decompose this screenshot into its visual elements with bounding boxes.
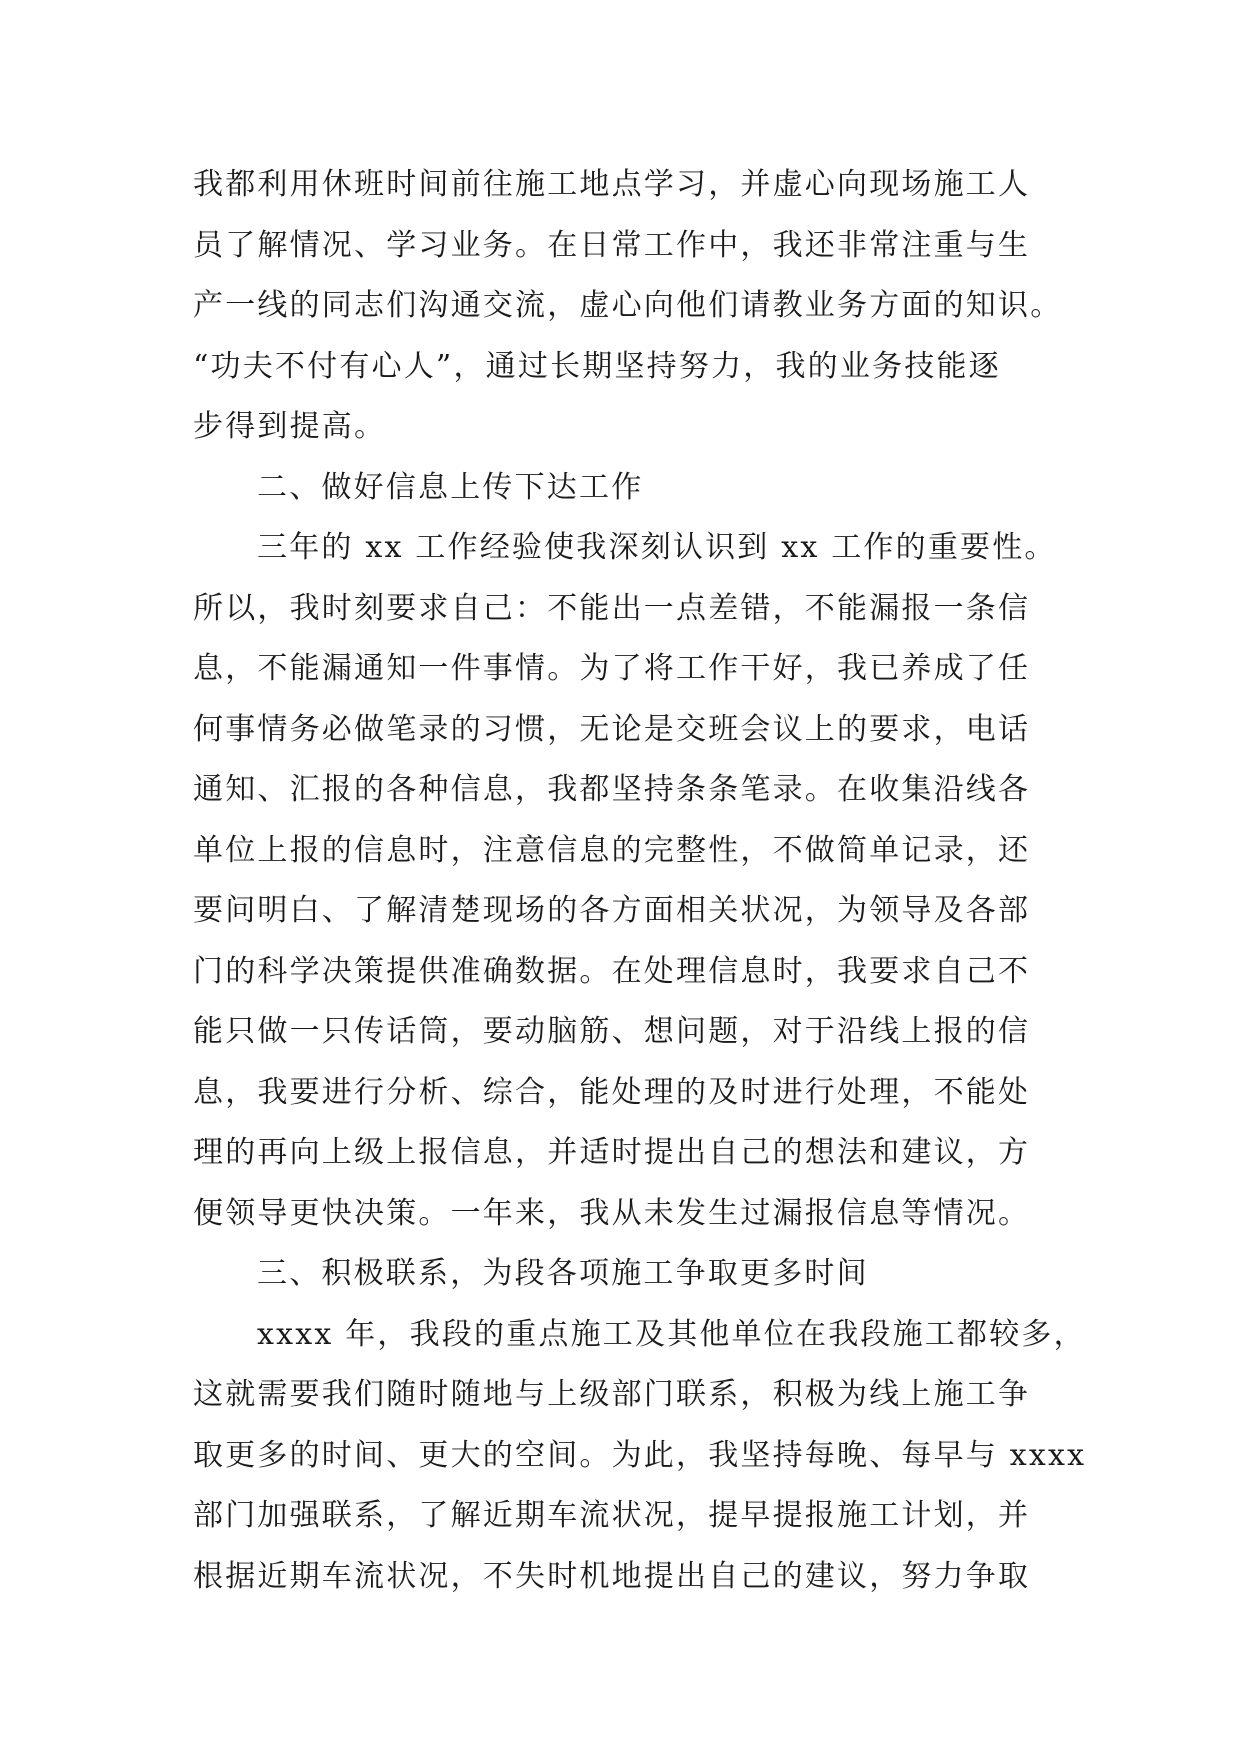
section-heading-2: 二、做好信息上传下达工作	[257, 469, 644, 505]
paragraph-line: 部门加强联系，了解近期车流状况，提早提报施工计划，并	[193, 1498, 1031, 1533]
paragraph-line: 步得到提高。	[193, 409, 387, 444]
paragraph-line: 理的再向上级上报信息，并适时提出自己的想法和建议，方	[193, 1135, 1031, 1170]
paragraph-line: 这就需要我们随时随地与上级部门联系，积极为线上施工争	[193, 1377, 1031, 1412]
paragraph-line: 取更多的时间、更大的空间。为此，我坚持每晚、每早与 xxxx	[193, 1437, 1087, 1473]
paragraph-line: 息，我要进行分析、综合，能处理的及时进行处理，不能处	[193, 1074, 1031, 1110]
paragraph-line: 息，不能漏通知一件事情。为了将工作干好，我已养成了任	[193, 651, 1031, 686]
paragraph-line: “功夫不付有心人”，通过长期坚持努力，我的业务技能逐	[193, 348, 1001, 384]
paragraph-line: 能只做一只传话筒，要动脑筋、想问题，对于沿线上报的信	[193, 1014, 1031, 1049]
paragraph-line: 便领导更快决策。一年来，我从未发生过漏报信息等情况。	[193, 1195, 1031, 1231]
paragraph-line: xxxx 年，我段的重点施工及其他单位在我段施工都较多，	[257, 1316, 1086, 1352]
paragraph-line: 门的科学决策提供准确数据。在处理信息时，我要求自己不	[193, 953, 1031, 989]
paragraph-line: 根据近期车流状况，不失时机地提出自己的建议，努力争取	[193, 1558, 1031, 1594]
paragraph-line: 产一线的同志们沟通交流，虚心向他们请教业务方面的知识。	[193, 288, 1063, 323]
paragraph-line: 何事情务必做笔录的习惯，无论是交班会议上的要求，电话	[193, 711, 1031, 747]
paragraph-line: 员了解情况、学习业务。在日常工作中，我还非常注重与生	[193, 227, 1031, 263]
section-heading-3: 三、积极联系，为段各项施工争取更多时间	[257, 1256, 869, 1291]
paragraph-line: 通知、汇报的各种信息，我都坚持条条笔录。在收集沿线各	[193, 772, 1031, 807]
paragraph-line: 所以，我时刻要求自己：不能出一点差错，不能漏报一条信	[193, 590, 1031, 626]
paragraph-line: 三年的 xx 工作经验使我深刻认识到 xx 工作的重要性。	[257, 530, 1057, 565]
document-body	[193, 155, 1087, 1607]
paragraph-line: 我都利用休班时间前往施工地点学习，并虚心向现场施工人	[193, 167, 1031, 202]
paragraph-line: 单位上报的信息时，注意信息的完整性，不做简单记录，还	[193, 832, 1031, 868]
paragraph-line: 要问明白、了解清楚现场的各方面相关状况，为领导及各部	[193, 893, 1031, 928]
